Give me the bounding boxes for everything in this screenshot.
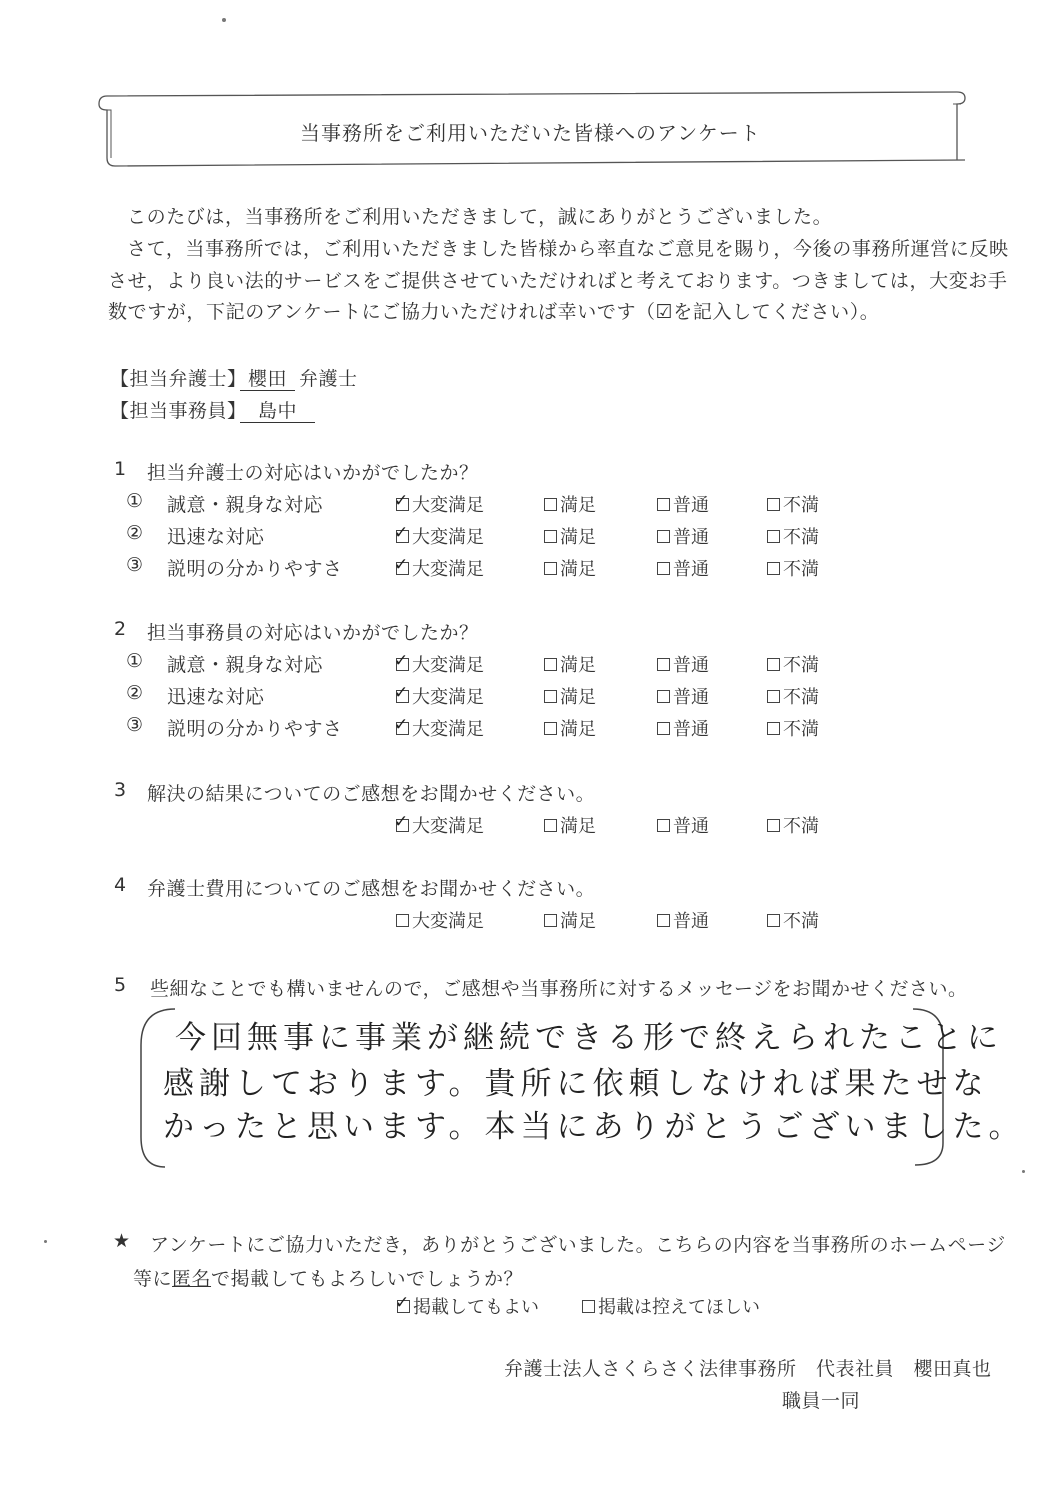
q3-item-1-option-4[interactable] (767, 812, 819, 838)
consent-line-2-pre: 等に (133, 1268, 173, 1290)
consent-line-1: アンケートにご協力いただき，ありがとうございました。こちらの内容を当事務所のホームページ (150, 1234, 1006, 1256)
check-mark-icon: ✓ (394, 555, 409, 575)
checkbox[interactable] (657, 562, 670, 575)
q1-item-1-option-2[interactable] (544, 491, 596, 517)
option-label: 満足 (560, 816, 596, 837)
intro-line-1: このたびは，当事務所をご利用いただきまして，誠にありがとうございました。 (127, 206, 833, 228)
q1-item-3-option-1[interactable] (396, 555, 484, 581)
check-mark-icon: ✓ (394, 683, 409, 703)
intro-line-3: させ，より良い法的サービスをご提供させていただければと考えております。つきましては，大変お手 (108, 270, 1008, 292)
intro-line-2: さて，当事務所では，ご利用いただきました皆様から率直なご意見を賜り，今後の事務所運営に反映 (127, 238, 1009, 260)
q1-question: 担当弁護士の対応はいかがでしたか？ (147, 462, 479, 484)
clerk-label: 【担当事務員】 (110, 400, 247, 422)
q2-item-1-option-3[interactable] (657, 651, 709, 677)
q3-number: 3 (114, 779, 127, 801)
consent-line-2 (133, 1264, 523, 1291)
intro-line-4: 数ですが，下記のアンケートにご協力いただければ幸いです（☑を記入してください）。 (108, 301, 880, 323)
q2-number: 2 (114, 618, 127, 640)
option-label: 満足 (560, 559, 596, 580)
option-label: 不満 (783, 816, 819, 837)
q4-item-1-option-4[interactable] (767, 907, 819, 933)
option-label: 不満 (783, 687, 819, 708)
check-mark-icon: ✓ (394, 812, 409, 832)
checkbox[interactable] (394, 683, 409, 703)
q4-number: 4 (114, 874, 127, 896)
option-label: 満足 (560, 911, 596, 932)
footer-staff: 職員一同 (782, 1390, 861, 1412)
option-label: 不満 (783, 655, 819, 676)
clerk-name: 島中 (240, 400, 315, 423)
option-label: 普通 (673, 687, 709, 708)
q1-item-1-option-1[interactable] (396, 491, 484, 517)
consent-yes-checkbox[interactable] (395, 1293, 410, 1313)
q5-question: 些細なことでも構いませんので，ご感想や当事務所に対するメッセージをお聞かせください。 (150, 978, 968, 1000)
lawyer-name: 櫻田 (240, 368, 295, 391)
q2-item-1-option-1[interactable] (396, 651, 484, 677)
q1-item-3-mark: ③ (126, 554, 144, 576)
checkbox[interactable] (657, 530, 670, 543)
q4-item-1-option-3[interactable] (657, 907, 709, 933)
scan-speck (44, 1240, 47, 1243)
checkbox[interactable] (767, 819, 780, 832)
option-label: 満足 (560, 495, 596, 516)
check-mark-icon: ✓ (394, 651, 409, 671)
checkbox[interactable] (544, 690, 557, 703)
option-label: 大変満足 (412, 687, 484, 708)
q2-item-2-option-4[interactable] (767, 683, 819, 709)
q2-item-2-option-3[interactable] (657, 683, 709, 709)
q3-item-1-option-2[interactable] (544, 812, 596, 838)
q1-item-1-option-4[interactable] (767, 491, 819, 517)
consent-option-yes[interactable] (397, 1293, 539, 1319)
checkbox[interactable] (544, 658, 557, 671)
option-label: 普通 (673, 655, 709, 676)
option-label: 普通 (673, 527, 709, 548)
checkbox[interactable] (544, 498, 557, 511)
q1-item-2-label: 迅速な対応 (167, 526, 265, 548)
consent-anonymous: 匿名 (172, 1268, 212, 1290)
answer-line-3: かったと思います。本当にありがとうございました。 (163, 1109, 1025, 1145)
consent-option-no[interactable] (582, 1293, 760, 1319)
checkbox[interactable] (544, 530, 557, 543)
q2-item-3-label: 説明の分かりやすさ (167, 718, 343, 740)
q1-item-2-option-1[interactable] (396, 523, 484, 549)
check-mark-icon: ✓ (395, 1293, 410, 1313)
option-label: 大変満足 (412, 655, 484, 676)
option-label: 満足 (560, 687, 596, 708)
checkbox[interactable] (657, 690, 670, 703)
option-label: 満足 (560, 527, 596, 548)
q1-item-2-mark: ② (126, 522, 144, 544)
answer-line-1: 今回無事に事業が継続できる形で終えられたことに (175, 1020, 1003, 1056)
q4-item-1-option-1[interactable] (396, 907, 484, 933)
checkbox[interactable] (767, 562, 780, 575)
q2-question: 担当事務員の対応はいかがでしたか？ (147, 622, 479, 644)
option-label: 大変満足 (412, 495, 484, 516)
scan-speck (1022, 1170, 1025, 1173)
checkbox[interactable] (657, 914, 670, 927)
checkbox[interactable] (767, 722, 780, 735)
lawyer-suffix: 弁護士 (299, 368, 358, 390)
q2-item-3-mark: ③ (126, 714, 144, 736)
q2-item-1-label: 誠意・親身な対応 (167, 654, 324, 676)
checkbox[interactable] (657, 819, 670, 832)
checkbox[interactable] (394, 523, 409, 543)
consent-no-label: 掲載は控えてほしい (598, 1297, 760, 1318)
option-label: 普通 (673, 495, 709, 516)
q4-item-1-option-2[interactable] (544, 907, 596, 933)
checkbox[interactable] (544, 819, 557, 832)
consent-yes-label: 掲載してもよい (413, 1297, 539, 1318)
consent-no-checkbox[interactable] (582, 1300, 595, 1313)
q2-item-3-option-2[interactable] (544, 715, 596, 741)
option-label: 大変満足 (412, 816, 484, 837)
option-label: 大変満足 (412, 911, 484, 932)
option-label: 普通 (673, 911, 709, 932)
option-label: 不満 (783, 559, 819, 580)
q3-item-1-option-3[interactable] (657, 812, 709, 838)
q2-item-3-option-4[interactable] (767, 715, 819, 741)
checkbox[interactable] (394, 491, 409, 511)
checkbox[interactable] (396, 914, 409, 927)
q2-item-2-label: 迅速な対応 (167, 686, 265, 708)
q3-item-1-option-1[interactable] (396, 812, 484, 838)
checkbox[interactable] (544, 914, 557, 927)
checkbox[interactable] (767, 690, 780, 703)
q1-number: 1 (114, 458, 127, 480)
check-mark-icon: ✓ (394, 523, 409, 543)
option-label: 普通 (673, 719, 709, 740)
q1-item-3-label: 説明の分かりやすさ (167, 558, 343, 580)
checkbox[interactable] (544, 722, 557, 735)
q2-item-1-option-4[interactable] (767, 651, 819, 677)
lawyer-name-field (240, 364, 358, 391)
option-label: 満足 (560, 655, 596, 676)
option-label: 大変満足 (412, 559, 484, 580)
q5-number: 5 (114, 974, 127, 996)
checkbox[interactable] (767, 498, 780, 511)
checkbox[interactable] (394, 715, 409, 735)
option-label: 満足 (560, 719, 596, 740)
page-title: 当事務所をご利用いただいた皆様へのアンケート (300, 121, 761, 145)
q1-item-1-option-3[interactable] (657, 491, 709, 517)
q1-item-2-option-4[interactable] (767, 523, 819, 549)
q1-item-2-option-2[interactable] (544, 523, 596, 549)
q1-item-3-option-3[interactable] (657, 555, 709, 581)
option-label: 大変満足 (412, 527, 484, 548)
scan-speck (222, 18, 226, 22)
q1-item-2-option-3[interactable] (657, 523, 709, 549)
consent-line-2-post: で掲載してもよろしいでしょうか？ (211, 1268, 524, 1290)
checkbox[interactable] (544, 562, 557, 575)
checkbox[interactable] (657, 658, 670, 671)
checkbox[interactable] (657, 722, 670, 735)
check-mark-icon: ✓ (394, 491, 409, 511)
clerk-name-field (240, 396, 315, 423)
option-label: 不満 (783, 719, 819, 740)
answer-line-2: 感謝しております。貴所に依頼しなければ果たせな (163, 1066, 989, 1102)
q2-item-3-option-3[interactable] (657, 715, 709, 741)
checkbox[interactable] (767, 914, 780, 927)
option-label: 大変満足 (412, 719, 484, 740)
q1-item-1-mark: ① (126, 490, 144, 512)
checkbox[interactable] (394, 812, 409, 832)
option-label: 不満 (783, 495, 819, 516)
checkbox[interactable] (394, 651, 409, 671)
option-label: 普通 (673, 816, 709, 837)
footer-office: 弁護士法人さくらさく法律事務所 代表社員 櫻田真也 (504, 1358, 992, 1380)
checkbox[interactable] (394, 555, 409, 575)
option-label: 不満 (783, 527, 819, 548)
q2-item-1-mark: ① (126, 650, 144, 672)
q4-question: 弁護士費用についてのご感想をお聞かせください。 (147, 878, 596, 900)
option-label: 普通 (673, 559, 709, 580)
checkbox[interactable] (657, 498, 670, 511)
q2-item-2-option-2[interactable] (544, 683, 596, 709)
q2-item-1-option-2[interactable] (544, 651, 596, 677)
q2-item-2-mark: ② (126, 682, 144, 704)
q2-item-2-option-1[interactable] (396, 683, 484, 709)
check-mark-icon: ✓ (394, 715, 409, 735)
q3-question: 解決の結果についてのご感想をお聞かせください。 (147, 783, 596, 805)
checkbox[interactable] (767, 658, 780, 671)
q2-item-3-option-1[interactable] (396, 715, 484, 741)
lawyer-label: 【担当弁護士】 (110, 368, 247, 390)
q1-item-1-label: 誠意・親身な対応 (167, 494, 324, 516)
q1-item-3-option-2[interactable] (544, 555, 596, 581)
star-icon: ★ (113, 1230, 131, 1252)
q1-item-3-option-4[interactable] (767, 555, 819, 581)
option-label: 不満 (783, 911, 819, 932)
checkbox[interactable] (767, 530, 780, 543)
